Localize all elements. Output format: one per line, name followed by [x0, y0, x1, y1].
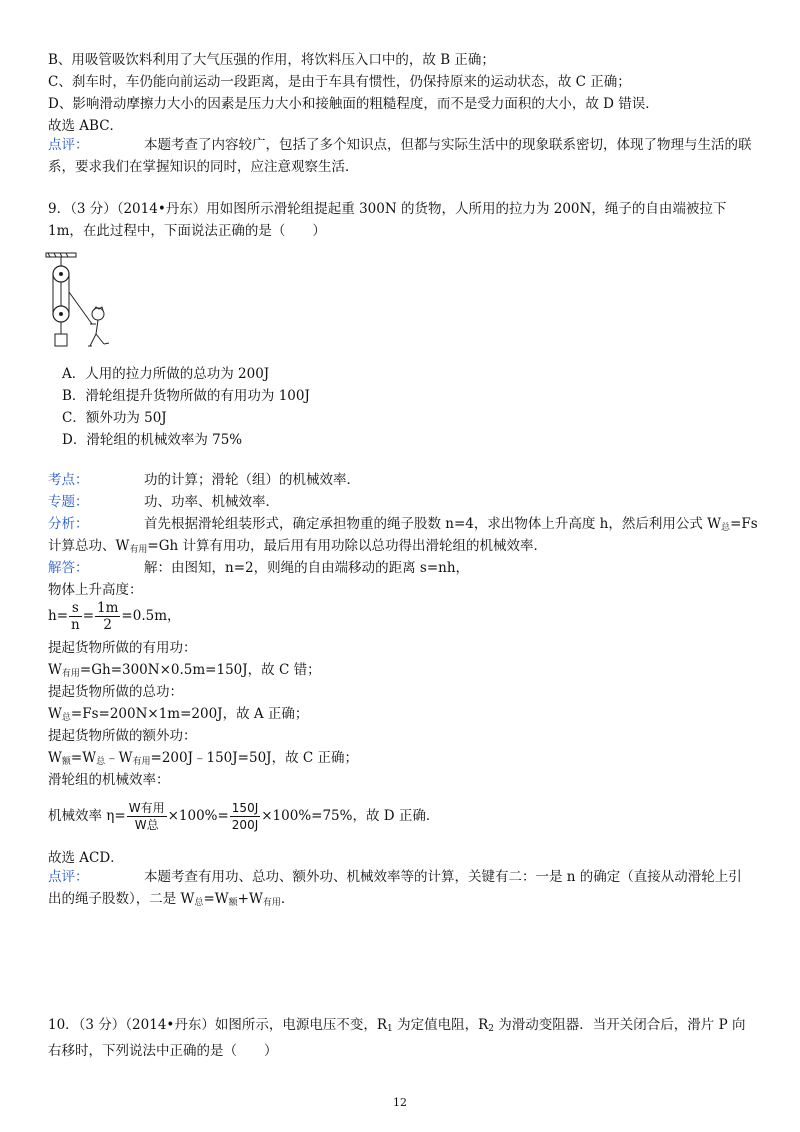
fenxi-text-1: 首先根据滑轮组装形式，确定承担物重的绳子股数 n=4，求出物体上升高度 h，然后利用公式 W	[144, 516, 722, 532]
option-d: D．滑轮组的机械效率为 75%	[62, 432, 243, 448]
option-a: A．人用的拉力所做的总功为 200J	[62, 366, 270, 382]
option-c-analysis: C、刹车时，车仍能向前运动一段距离，是由于车具有惯性，仍保持原来的运动状态，故 C 正确；	[48, 74, 631, 90]
comment-block	[48, 134, 754, 178]
subscript: 有用	[129, 545, 148, 555]
fraction-numerator: 150J	[231, 801, 259, 815]
question-text: 为滑动变阻器．当开关闭合后，滑片 P 向右移时，下列说法中正确的是（ ）	[48, 1017, 746, 1059]
formula-text: =200J﹣150J=50J，故 C 正确；	[150, 750, 358, 766]
jieda-text: 解：由图知，n=2，则绳的自由端移动的距离 s=nh，	[144, 560, 470, 576]
comment-text: ．	[280, 891, 295, 907]
zhuanti-text: 功、功率、机械效率．	[144, 494, 279, 510]
subscript: 1	[387, 1024, 393, 1034]
comment-text: =W	[203, 891, 229, 907]
useful-work	[48, 660, 321, 684]
fenxi-text-4: =Gh 计算有用功，最后用有用功除以总功得出滑轮组的机械效率．	[147, 538, 547, 554]
formula-text: h=	[48, 608, 69, 624]
formula-text: W	[48, 706, 62, 722]
formula-text: 机械效率 η=	[48, 808, 126, 824]
fenxi-row	[48, 514, 758, 538]
formula-text: =W	[70, 750, 97, 766]
question-text: 10．（3 分）（2014•丹东）如图所示，电源电压不变，R	[48, 1017, 388, 1033]
formula-text: =Fs=200N×1m=200J，故 A 正确；	[70, 706, 309, 722]
fraction-denominator: 200J	[231, 818, 259, 832]
zhuanti-row	[48, 492, 279, 512]
answer-choice: 故选 ACD．	[48, 850, 124, 866]
fraction-1m-over-2	[95, 600, 120, 633]
fenxi-row-2	[48, 536, 547, 560]
subscript: 总	[194, 898, 204, 908]
comment-label: 点评：	[48, 869, 89, 885]
comment-text: 本题考查有用功、总功、额外功、机械效率等的计算，关键有二：一是 n 的确定（直接从动滑轮上引出的绳子股数），二是 W	[48, 869, 742, 907]
option-d-analysis: D、影响滑动摩擦力大小的因素是压力大小和接触面的粗糙程度，而不是受力面积的大小，故 D 错误．	[48, 96, 659, 112]
kaodian-label: 考点：	[48, 472, 89, 488]
comment-label: 点评：	[48, 137, 89, 153]
question-text: 为定值电阻，R	[392, 1017, 489, 1033]
jieda-label: 解答：	[48, 560, 89, 576]
option-c: C．额外功为 50J	[62, 410, 167, 426]
answer-choice: 故选 ABC．	[48, 118, 124, 134]
subscript: 总	[61, 713, 71, 723]
subscript: 总	[721, 523, 731, 533]
comment-block	[48, 866, 754, 914]
fraction-denominator: n	[71, 617, 80, 633]
total-label: 提起货物所做的总功：	[48, 684, 183, 700]
subscript: 有用	[132, 757, 151, 767]
fraction-numerator: s	[69, 600, 82, 617]
rise-label: 物体上升高度：	[48, 582, 143, 598]
question-9-stem: 9．（3 分）（2014•丹东）用如图所示滑轮组提起重 300N 的货物，人所用的拉力为 200N，绳子的自由端被拉下 1m，在此过程中，下面说法正确的是（ ）	[48, 201, 727, 239]
zhuanti-label: 专题：	[48, 494, 89, 510]
formula-text: =0.5m，	[121, 608, 181, 624]
subscript: 有用	[262, 898, 281, 908]
extra-label: 提起货物所做的额外功：	[48, 728, 197, 744]
fenxi-text-3: 计算总功、W	[48, 538, 130, 554]
subscript: 额	[61, 757, 71, 767]
option-b-analysis: B、用吸管吸饮料利用了大气压强的作用，将饮料压入口中的，故 B 正确；	[48, 52, 495, 68]
option-b: B．滑轮组提升货物所做的有用功为 100J	[62, 388, 310, 404]
kaodian-row	[48, 470, 360, 490]
fraction-numerator: 1m	[97, 600, 119, 616]
formula-text: =Gh=300N×0.5m=150J，故 C 错；	[79, 662, 321, 678]
fraction-w-useful-over-w-total	[127, 800, 167, 833]
formula-text: W	[48, 662, 62, 678]
fraction-150-over-200	[230, 800, 260, 833]
formula-text: ﹣W	[105, 750, 133, 766]
formula-text: ×100%=75%，故 D 正确．	[261, 808, 440, 824]
useful-label: 提起货物所做的有用功：	[48, 640, 197, 656]
subscript: 2	[488, 1024, 494, 1034]
fenxi-label: 分析：	[48, 516, 89, 532]
fraction-denominator: W总	[134, 818, 159, 832]
extra-work	[48, 748, 358, 772]
pulley-figure	[44, 252, 124, 352]
jieda-row	[48, 558, 469, 578]
efficiency-formula	[48, 794, 439, 838]
formula-text: W	[48, 750, 62, 766]
comment-text: 本题考查了内容较广，包括了多个知识点，但都与实际生活中的现象联系密切，体现了物理与生活的联系，要求我们在掌握知识的同时，应注意观察生活．	[48, 137, 752, 175]
fraction-s-over-n	[69, 600, 82, 633]
kaodian-text: 功的计算；滑轮（组）的机械效率．	[144, 472, 360, 488]
height-formula	[48, 598, 181, 634]
formula-text: ×100%=	[167, 808, 229, 824]
fraction-denominator: 2	[103, 617, 113, 633]
eff-label: 滑轮组的机械效率：	[48, 772, 170, 788]
fraction-numerator: W有用	[128, 801, 165, 815]
formula-text: =	[82, 608, 95, 624]
comment-text: +W	[237, 891, 263, 907]
total-work	[48, 704, 308, 728]
question-10-stem	[48, 1014, 754, 1062]
subscript: 有用	[61, 669, 80, 679]
subscript: 额	[228, 898, 238, 908]
subscript: 总	[96, 757, 106, 767]
fenxi-text-2: =Fs	[730, 516, 758, 532]
page-number: 12	[393, 1096, 407, 1109]
